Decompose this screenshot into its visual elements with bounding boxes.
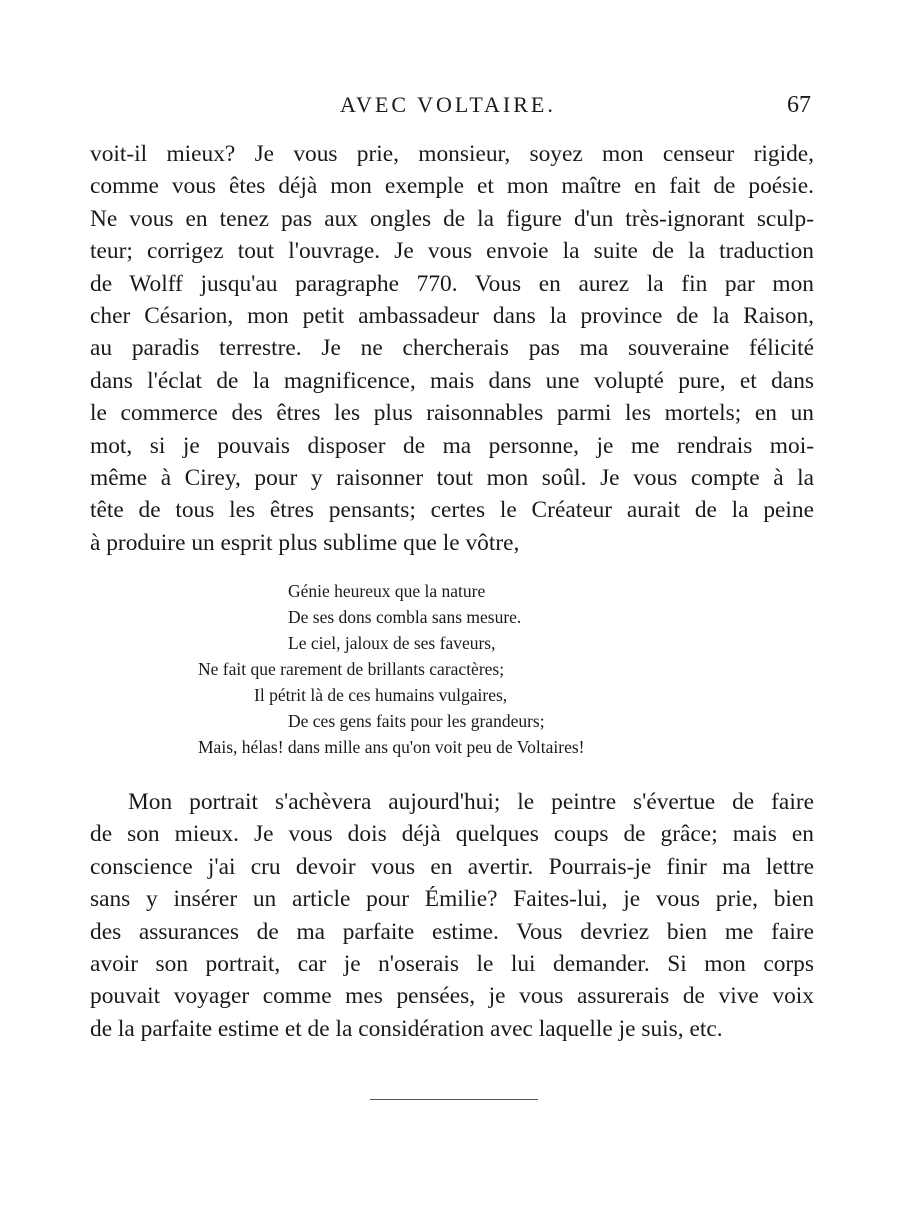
text-line: tête de tous les êtres pensants; certes le Créateur aurait de la peine: [90, 497, 814, 524]
verse-line: Il pétrit là de ces humains vulgaires,: [254, 685, 508, 705]
text-line: Mon portrait s'achèvera aujourd'hui; le peintre s'évertue de faire: [128, 789, 814, 815]
verse-line: Ne fait que rarement de brillants caractères;: [198, 659, 505, 679]
text-line: au paradis terrestre. Je ne chercherais pas ma souveraine félicité: [90, 335, 814, 362]
text-line: conscience j'ai cru devoir vous en avertir. Pourrais-je finir ma lettre: [90, 853, 814, 880]
text-line: même à Cirey, pour y raisonner tout mon soûl. Je vous compte à la: [90, 465, 814, 492]
text-line: comme vous êtes déjà mon exemple et mon maître en fait de poésie.: [90, 173, 814, 200]
page-number: 67: [787, 92, 811, 118]
text-line: le commerce des êtres les plus raisonnables parmi les mortels; en un: [90, 400, 814, 427]
text-line: voit-il mieux? Je vous prie, monsieur, soyez mon censeur rigide,: [90, 141, 814, 167]
text-line: dans l'éclat de la magnificence, mais dans une volupté pure, et dans: [90, 367, 814, 394]
paragraph: [90, 786, 814, 1045]
text-line: teur; corrigez tout l'ouvrage. Je vous envoie la suite de la traduction: [90, 238, 814, 265]
verse-line: Génie heureux que la nature: [288, 581, 486, 601]
text-line: sans y insérer un article pour Émilie? Faites-lui, je vous prie, bien: [90, 886, 814, 913]
running-head: AVEC VOLTAIRE.: [340, 92, 556, 117]
text-line: avoir son portrait, car je n'oserais le lui demander. Si mon corps: [90, 951, 814, 978]
verse-line: Mais, hélas! dans mille ans qu'on voit peu de Voltaires!: [198, 737, 585, 757]
verse-line: De ces gens faits pour les grandeurs;: [288, 711, 545, 731]
text-line: de la parfaite estime et de la considération avec laquelle je suis, etc.: [90, 1015, 723, 1042]
text-line: de Wolff jusqu'au paragraphe 770. Vous en aurez la fin par mon: [90, 270, 814, 297]
verse-line: Le ciel, jaloux de ses faveurs,: [288, 633, 496, 653]
verse-line: De ses dons combla sans mesure.: [288, 607, 522, 627]
text-line: cher Césarion, mon petit ambassadeur dans la province de la Raison,: [90, 303, 814, 330]
section-divider: [370, 1099, 538, 1100]
paragraph-continuation: [90, 138, 814, 559]
text-line: mot, si je pouvais disposer de ma personne, je me rendrais moi-: [90, 432, 814, 459]
text-line: de son mieux. Je vous dois déjà quelques coups de grâce; mais en: [90, 821, 814, 848]
text-line: Ne vous en tenez pas aux ongles de la figure d'un très-ignorant sculp-: [90, 205, 814, 232]
text-line: des assurances de ma parfaite estime. Vous devriez bien me faire: [90, 918, 814, 945]
text-line: à produire un esprit plus sublime que le vôtre,: [90, 529, 520, 556]
text-line: pouvait voyager comme mes pensées, je vous assurerais de vive voix: [90, 983, 814, 1010]
